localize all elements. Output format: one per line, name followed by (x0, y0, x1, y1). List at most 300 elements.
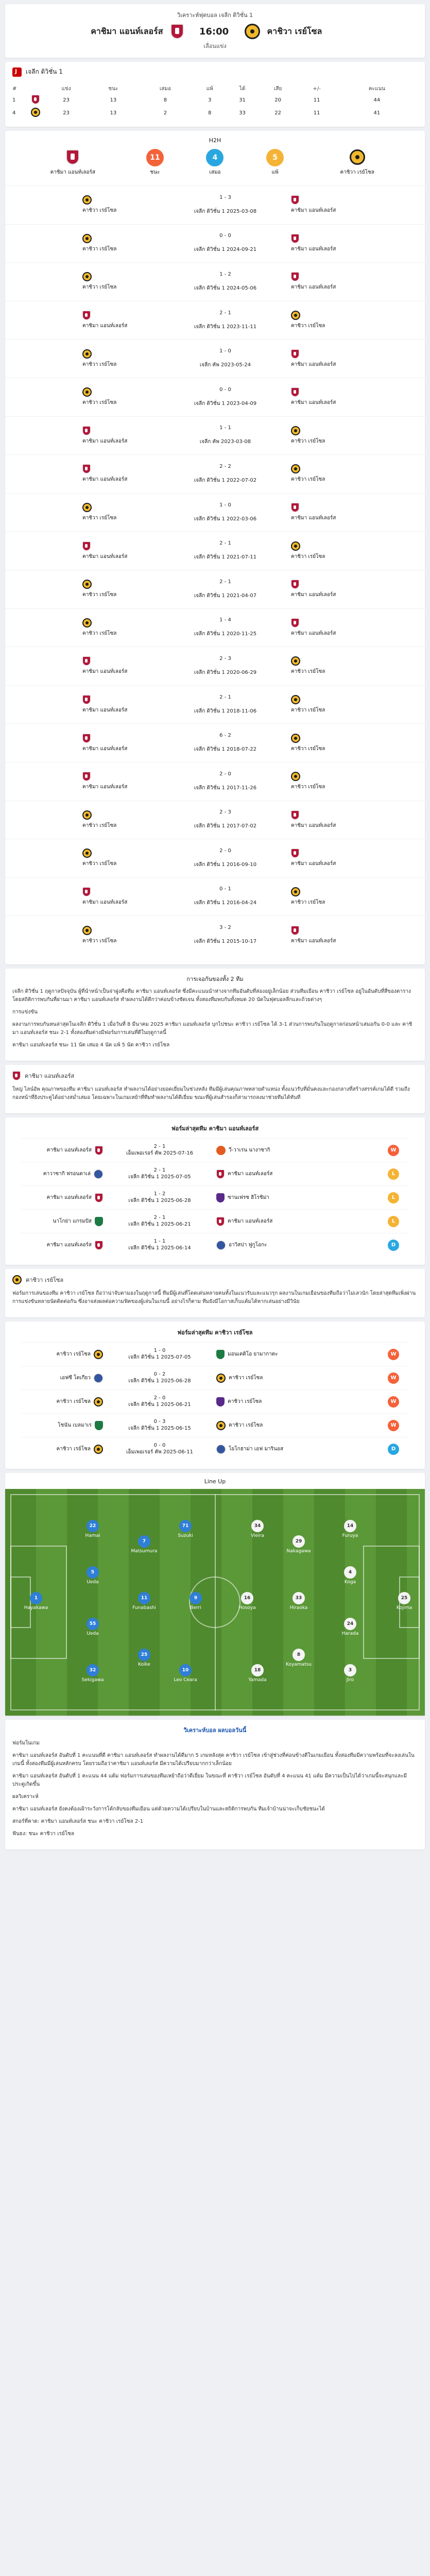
team-crest-icon (291, 541, 300, 551)
h2h-match-away-name: คาชิมา แอนท์เลอร์ส (291, 208, 336, 214)
form-match-away (216, 1374, 299, 1383)
h2h-match-row[interactable] (5, 916, 425, 954)
form-match-row[interactable] (21, 1209, 409, 1233)
h2h-match-row[interactable] (5, 685, 425, 724)
h2h-match-center (174, 502, 277, 523)
form-match-row[interactable] (21, 1389, 409, 1413)
player-number: 55 (87, 1618, 99, 1630)
h2h-match-score: 2 - 1 (219, 579, 231, 585)
h2h-match-center (174, 233, 277, 253)
team-crest-icon (82, 311, 91, 320)
h2h-match-away (291, 887, 368, 906)
home-team-crest-icon (66, 149, 79, 165)
h2h-match-home-name: คาชิวา เรย์โซล (82, 630, 117, 636)
h2h-losses-label: แพ้ (271, 170, 279, 175)
prediction-title: วิเคราะห์บอล ผลบอลวันนี้ (183, 1727, 247, 1734)
team-crest-icon (94, 1397, 103, 1406)
form-home-name: คาวาซากิ ฟรอนตาเล่ (43, 1171, 91, 1177)
home-form-title: ฟอร์มล่าสุดทีม คาชิมา แอนท์เลอร์ส (171, 1125, 259, 1132)
standings-cell: 13 (110, 110, 117, 116)
competition-title: วิเคราะห์ฟุตบอล เจลีก ดิวิชั่น 1 (177, 12, 253, 19)
h2h-match-score: 2 - 3 (219, 809, 231, 816)
lineup-player[interactable] (283, 1592, 314, 1611)
form-match-row[interactable] (21, 1437, 409, 1461)
prediction-subhead: ฟอร์มในเกม (12, 1740, 40, 1747)
form-match-row[interactable] (21, 1413, 409, 1437)
h2h-match-home-name: คาชิวา เรย์โซล (82, 822, 117, 828)
form-away-name: คาชิวา เรย์โซล (229, 1375, 263, 1381)
h2h-match-info: เจลีก ดิวิชั่น 1 2020-06-29 (194, 669, 257, 675)
team-crest-icon (82, 849, 92, 858)
h2h-match-row[interactable] (5, 877, 425, 916)
h2h-match-center (174, 886, 277, 907)
h2h-match-info: เจลีก ดิวิชั่น 1 2024-05-06 (194, 285, 257, 291)
player-number: 25 (138, 1649, 150, 1661)
player-number: 8 (293, 1649, 305, 1661)
h2h-match-row[interactable] (5, 839, 425, 877)
player-name: Hayakawa (24, 1605, 48, 1611)
lineup-player[interactable] (170, 1664, 201, 1683)
form-match-score: 0 - 2 (153, 1371, 166, 1377)
h2h-match-home (82, 849, 160, 868)
h2h-match-away (291, 387, 368, 406)
h2h-match-home (82, 464, 160, 483)
player-name: Kojima (396, 1605, 412, 1611)
team-crest-icon (82, 926, 92, 935)
h2h-match-list (5, 185, 425, 954)
player-name: Ueda (87, 1631, 99, 1637)
h2h-away-name: คาชิวา เรย์โซล (340, 169, 374, 175)
team-crest-icon (82, 887, 91, 896)
standings-title: เจลีก ดิวิชั่น 1 (26, 68, 63, 75)
lineup-player[interactable] (389, 1592, 420, 1611)
h2h-match-info: เจลีก ดิวิชั่น 1 2015-10-17 (194, 939, 257, 945)
player-number: 29 (293, 1535, 305, 1548)
h2h-match-center (174, 656, 277, 676)
h2h-match-away (291, 234, 368, 253)
lineup-player[interactable] (242, 1664, 273, 1683)
h2h-match-info: เจลีก ดิวิชั่น 1 2021-04-07 (194, 592, 257, 599)
away-section-text: ฟอร์มการเล่นของทีม คาชิวา เรย์โซล ถือว่าน่าจับตามองในฤดูกาลนี้ ทีมมีผู้เล่นที่โดดเด่นหลายคนทั้งในแนวรับและแนวรุก ผลงานในเกมเยือนของทีมถือว่าไม่เลวนัก โดยล่าสุดทีมเพิ่งผ่านการแข่งขันหลายนัดติดต่อกัน ซึ่งอาจส่งผลต่อความฟิตของผู้เล่นในเกมนี้ อย่างไรก็ตาม ทีมยังมีโอกาสเก็บแต้มได้หากเล่นอย่างมีวินัย (12, 1291, 416, 1305)
h2h-home-name: คาชิมา แอนท์เลอร์ส (50, 169, 95, 175)
form-result-badge: W (388, 1145, 399, 1156)
player-name: Furuya (342, 1533, 358, 1539)
h2h-match-away (291, 656, 368, 675)
lineup-player[interactable] (335, 1520, 366, 1538)
form-home-name: คาชิมา แอนท์เลอร์ส (46, 1147, 92, 1154)
player-name: Suzuki (178, 1533, 193, 1539)
h2h-match-row[interactable] (5, 224, 425, 263)
form-away-name: ซานเฟรซ ฮิโรชิม่า (228, 1195, 269, 1201)
team-crest-icon (94, 1170, 103, 1179)
h2h-match-away-name: คาชิมา แอนท์เลอร์ส (291, 515, 336, 521)
form-match-row[interactable] (21, 1366, 409, 1389)
lineup-player[interactable] (283, 1535, 314, 1554)
standings-cell: 22 (274, 110, 281, 116)
player-number: 1 (30, 1592, 42, 1604)
form-match-away (216, 1146, 299, 1155)
h2h-match-score: 3 - 2 (219, 925, 231, 931)
h2h-match-info: เจลีก ดิวิชั่น 1 2023-04-09 (194, 400, 257, 406)
form-match-score: 2 - 0 (153, 1395, 166, 1401)
h2h-match-home (82, 887, 160, 906)
form-match-row[interactable] (21, 1185, 409, 1209)
h2h-match-score: 1 - 3 (219, 194, 231, 200)
h2h-match-home (82, 426, 160, 445)
player-number: 18 (251, 1664, 264, 1676)
team-crest-icon (95, 1241, 103, 1250)
h2h-match-home-name: คาชิมา แอนท์เลอร์ส (82, 477, 128, 483)
h2h-match-away-name: คาชิวา เรย์โซล (291, 669, 325, 675)
player-number: 3 (344, 1664, 356, 1676)
h2h-match-home (82, 311, 160, 330)
team-crest-icon (82, 387, 92, 397)
team-crest-icon (291, 656, 300, 666)
home-form-list (21, 1138, 409, 1257)
h2h-wins-label: ชนะ (150, 170, 160, 175)
player-number: 22 (87, 1520, 99, 1532)
h2h-match-away-name: คาชิวา เรย์โซล (291, 707, 325, 714)
form-away-name: คาชิวา เรย์โซล (228, 1399, 262, 1405)
form-match-row[interactable] (21, 1162, 409, 1185)
h2h-match-away-name: คาชิมา แอนท์เลอร์ส (291, 938, 336, 944)
form-match-center (103, 1144, 216, 1157)
h2h-match-center (174, 617, 277, 638)
h2h-match-away-name: คาชิวา เรย์โซล (291, 477, 325, 483)
h2h-match-center (174, 425, 277, 446)
standings-header-cell (28, 84, 43, 94)
h2h-match-row[interactable] (5, 723, 425, 762)
prediction-card (5, 1720, 425, 1850)
team-crest-icon (31, 95, 40, 104)
h2h-match-row[interactable] (5, 801, 425, 839)
form-match-away (216, 1170, 299, 1179)
lineup-player[interactable] (129, 1649, 160, 1667)
h2h-match-away-name: คาชิวา เรย์โซล (291, 784, 325, 790)
h2h-match-center (174, 579, 277, 600)
h2h-match-row[interactable] (5, 378, 425, 416)
h2h-match-row[interactable] (5, 531, 425, 570)
h2h-match-info: เจลีก คัพ 2023-05-24 (199, 362, 251, 368)
player-name: Ueda (87, 1580, 99, 1585)
form-match-center (103, 1395, 216, 1409)
form-match-info: เอ็มเพอเรอร์ คัพ 2025-06-11 (126, 1449, 193, 1455)
player-number: 7 (138, 1535, 150, 1548)
h2h-match-info: เจลีก ดิวิชั่น 1 2017-11-26 (194, 785, 257, 791)
h2h-match-row[interactable] (5, 608, 425, 647)
away-team-crest-icon (245, 24, 260, 39)
h2h-match-away (291, 195, 368, 214)
home-section-text: ใหญ่ ไลน์อัพ คุณภาพของทีม คาชิมา แอนท์เลอร์ส ทำผลงานได้อย่างยอดเยี่ยมในช่วงหลัง ทีมมีผู้เล่นคุณภาพหลายตำแหน่ง ทั้งแนวรับที่มั่นคงและกองกลางที่สร้างสรรค์เกมได้ดี รวมถึงกองหน้าที่ยิงประตูได้อย่างสม่ำเสมอ โดยเฉพาะในเกมเหย้าที่ทีมทำผลงานได้ดีเยี่ยม ขณะที่ผู้เล่นสำรองก็สามารถลงมาช่วยทีมได้ทันที (12, 1087, 410, 1101)
h2h-match-center (174, 925, 277, 945)
lineup-player[interactable] (77, 1520, 108, 1538)
h2h-match-score: 2 - 0 (219, 848, 231, 854)
form-away-name: คาชิวา เรย์โซล (229, 1422, 263, 1429)
h2h-match-home (82, 656, 160, 675)
lineup-player[interactable] (283, 1649, 314, 1667)
form-match-away (216, 1217, 299, 1226)
form-result-badge: L (388, 1168, 399, 1180)
h2h-match-away-name: คาชิมา แอนท์เลอร์ส (291, 400, 336, 406)
h2h-match-info: เจลีก ดิวิชั่น 1 2022-03-06 (194, 516, 257, 522)
form-match-home (21, 1241, 103, 1250)
form-away-name: วี-วาเรน นางาซากิ (229, 1147, 270, 1154)
lineup-player[interactable] (21, 1592, 51, 1611)
team-crest-icon (291, 580, 299, 589)
player-number: 71 (179, 1520, 192, 1532)
player-name: Hosoya (238, 1605, 256, 1611)
prediction-score: สกอร์ที่คาด: คาชิมา แอนท์เลอร์ส ชนะ คาชิวา เรย์โซล 2-1 (12, 1819, 144, 1825)
lineup-player[interactable] (129, 1535, 160, 1554)
form-match-center (103, 1371, 216, 1385)
away-team-crest-icon (350, 149, 365, 165)
h2h-match-row[interactable] (5, 416, 425, 455)
team-crest-icon (82, 772, 91, 781)
h2h-match-home-name: คาชิมา แอนท์เลอร์ส (82, 784, 128, 790)
standings-cell (28, 94, 43, 107)
lineup-player[interactable] (335, 1618, 366, 1636)
h2h-match-away (291, 580, 368, 599)
team-crest-icon (94, 1350, 103, 1359)
form-match-info: เจลีก ดิวิชั่น 1 2025-06-28 (128, 1197, 191, 1204)
player-name: Hiraoka (289, 1605, 308, 1611)
form-result-badge: W (388, 1396, 399, 1408)
player-name: Sekigawa (81, 1677, 104, 1683)
form-match-center (103, 1443, 216, 1456)
team-crest-icon (82, 234, 92, 243)
player-number: 5 (87, 1566, 99, 1579)
standings-header-cell: # (12, 86, 17, 92)
away-form-card (5, 1321, 425, 1469)
h2h-match-home-name: คาชิมา แอนท์เลอร์ส (82, 899, 128, 905)
h2h-match-row[interactable] (5, 570, 425, 608)
h2h-match-center (174, 272, 277, 292)
team-crest-icon (82, 541, 91, 551)
form-result-badge: D (388, 1444, 399, 1455)
team-crest-icon (291, 195, 299, 205)
h2h-match-home-name: คาชิวา เรย์โซล (82, 284, 117, 291)
form-match-center (103, 1239, 216, 1252)
form-away-name: โยโกฮาม่า เอฟ มารินอส (229, 1446, 283, 1452)
away-form-title: ฟอร์มล่าสุดทีม คาชิวา เรย์โซล (177, 1329, 253, 1336)
h2h-match-away-name: คาชิมา แอนท์เลอร์ส (291, 822, 336, 828)
standings-header-cell: ชนะ (108, 86, 118, 92)
h2h-match-home (82, 195, 160, 214)
h2h-match-home-name: คาชิมา แอนท์เลอร์ส (82, 438, 128, 444)
lineup-player[interactable] (77, 1664, 108, 1683)
player-name: Vieira (251, 1533, 264, 1539)
h2h-match-away (291, 426, 368, 445)
form-match-info: เจลีก ดิวิชั่น 1 2025-07-05 (128, 1354, 191, 1360)
h2h-match-row[interactable] (5, 339, 425, 378)
standings-row[interactable] (12, 94, 418, 107)
h2h-match-away-name: คาชิวา เรย์โซล (291, 745, 325, 752)
h2h-match-home (82, 772, 160, 791)
team-crest-icon (82, 810, 92, 820)
h2h-match-home-name: คาชิมา แอนท์เลอร์ส (82, 707, 128, 714)
h2h-match-away (291, 349, 368, 368)
lineup-player[interactable] (77, 1566, 108, 1585)
player-number: 14 (344, 1520, 356, 1532)
form-match-row[interactable] (21, 1138, 409, 1162)
form-home-name: คาชิวา เรย์โซล (56, 1399, 91, 1405)
h2h-match-away (291, 695, 368, 714)
home-section-title: คาชิมา แอนท์เลอร์ส (25, 1072, 75, 1079)
h2h-match-home-name: คาชิวา เรย์โซล (82, 208, 117, 214)
form-match-score: 0 - 0 (153, 1442, 166, 1448)
team-crest-icon (291, 618, 299, 628)
h2h-match-home (82, 272, 160, 291)
h2h-match-center (174, 387, 277, 408)
team-crest-icon (82, 656, 91, 666)
lineup-player[interactable] (232, 1592, 263, 1611)
form-result-badge: W (388, 1372, 399, 1384)
h2h-match-home (82, 234, 160, 253)
form-match-score: 1 - 0 (153, 1347, 166, 1353)
form-match-info: เจลีก ดิวิชั่น 1 2025-06-28 (128, 1378, 191, 1384)
lineup-player[interactable] (335, 1664, 366, 1683)
form-match-row[interactable] (21, 1342, 409, 1366)
h2h-match-row[interactable] (5, 301, 425, 340)
standings-header-cell: เสมอ (159, 86, 171, 92)
form-match-row[interactable] (21, 1233, 409, 1257)
standings-row[interactable] (12, 107, 418, 120)
home-team-section (5, 1065, 425, 1113)
h2h-match-away-name: คาชิมา แอนท์เลอร์ส (291, 861, 336, 867)
team-crest-icon (291, 272, 299, 281)
away-team-name[interactable]: คาชิวา เรย์โซล (267, 26, 322, 36)
lineup-player[interactable] (129, 1592, 160, 1611)
form-match-score: 2 - 1 (153, 1214, 166, 1221)
prediction-subhead: ผลวิเคราะห์ (12, 1794, 39, 1800)
standings-cell: 2 (163, 110, 167, 116)
form-home-name: เอฟซี โตเกียว (60, 1375, 91, 1381)
h2h-match-info: เจลีก ดิวิชั่น 1 2018-11-06 (194, 708, 257, 714)
h2h-match-row[interactable] (5, 262, 425, 301)
team-crest-icon (31, 108, 40, 117)
team-crest-icon (95, 1217, 103, 1226)
form-match-home (21, 1421, 103, 1430)
form-match-info: เอ็มเพอเรอร์ คัพ 2025-07-16 (126, 1150, 193, 1156)
form-match-away (216, 1241, 299, 1250)
h2h-match-row[interactable] (5, 185, 425, 224)
form-away-name: คาชิมา แอนท์เลอร์ส (228, 1218, 273, 1225)
team-crest-icon (291, 926, 299, 935)
lineup-player[interactable] (180, 1592, 211, 1611)
h2h-match-away (291, 464, 368, 483)
form-match-center (103, 1419, 216, 1432)
h2h-match-row[interactable] (5, 647, 425, 685)
match-header (5, 4, 425, 58)
h2h-match-score: 2 - 1 (219, 310, 231, 316)
away-team-crest-icon (12, 1275, 22, 1284)
team-crest-icon (82, 695, 91, 704)
player-name: Yamada (248, 1677, 267, 1683)
h2h-match-score: 2 - 1 (219, 694, 231, 700)
h2h-match-info: เจลีก ดิวิชั่น 1 2023-11-11 (194, 324, 257, 330)
form-match-info: เจลีก ดิวิชั่น 1 2025-06-14 (128, 1245, 191, 1251)
h2h-match-center (174, 694, 277, 715)
standings-cell: 41 (373, 110, 381, 116)
h2h-match-score: 2 - 3 (219, 655, 231, 662)
h2h-losses: 5 (266, 149, 284, 166)
team-crest-icon (291, 234, 299, 243)
h2h-match-away-name: คาชิมา แอนท์เลอร์ส (291, 284, 336, 291)
h2h-match-away (291, 541, 368, 561)
team-crest-icon (82, 503, 92, 512)
form-match-home (21, 1374, 103, 1383)
h2h-match-info: เจลีก ดิวิชั่น 1 2025-03-08 (194, 208, 257, 214)
analysis-paragraph: คาชิมา แอนท์เลอร์ส ชนะ 11 นัด เสมอ 4 นัด แพ้ 5 นัด คาชิวา เรย์โซล (12, 1042, 170, 1048)
h2h-match-home (82, 734, 160, 753)
team-crest-icon (95, 1421, 103, 1430)
h2h-match-home-name: คาชิวา เรย์โซล (82, 938, 117, 944)
h2h-match-row[interactable] (5, 493, 425, 532)
standings-header-cell: ได้ (239, 86, 246, 92)
h2h-match-row[interactable] (5, 762, 425, 801)
h2h-match-score: 1 - 2 (219, 271, 231, 277)
form-result-badge: L (388, 1192, 399, 1204)
team-crest-icon (291, 887, 300, 896)
standings-cell (28, 107, 43, 120)
standings-cell: 23 (63, 110, 70, 116)
h2h-match-home (82, 926, 160, 945)
h2h-match-center (174, 771, 277, 792)
form-home-name: คาชิมา แอนท์เลอร์ส (46, 1195, 92, 1201)
h2h-match-home (82, 580, 160, 599)
lineup-card (5, 1473, 425, 1716)
standings-cell: 8 (163, 97, 167, 103)
home-team-name[interactable]: คาชิมา แอนท์เลอร์ส (91, 26, 163, 36)
h2h-match-home (82, 503, 160, 522)
standings-header-cell: แพ้ (206, 86, 213, 92)
lineup-player[interactable] (335, 1566, 366, 1585)
player-name: Hamai (85, 1533, 100, 1539)
lineup-player[interactable] (242, 1520, 273, 1538)
away-team-section (5, 1269, 425, 1317)
player-number: 33 (293, 1592, 305, 1604)
form-match-center (103, 1167, 216, 1181)
team-crest-icon (95, 1146, 103, 1155)
h2h-match-score: 1 - 0 (219, 502, 231, 508)
player-name: Koga (344, 1580, 356, 1585)
form-away-name: คาชิมา แอนท์เลอร์ส (228, 1171, 273, 1177)
team-crest-icon (95, 1193, 103, 1202)
h2h-match-home (82, 349, 160, 368)
lineup-player[interactable] (170, 1520, 201, 1538)
form-match-info: เจลีก ดิวิชั่น 1 2025-06-21 (128, 1221, 191, 1227)
h2h-match-home-name: คาชิวา เรย์โซล (82, 515, 117, 521)
form-match-home (21, 1217, 103, 1226)
player-name: Matsumura (131, 1549, 158, 1554)
h2h-match-info: เจลีก ดิวิชั่น 1 2017-07-02 (194, 823, 257, 829)
team-crest-icon (82, 349, 92, 359)
standings-cell: 33 (239, 110, 246, 116)
team-crest-icon (82, 426, 91, 435)
lineup-label: Line Up (204, 1478, 226, 1485)
player-number: 4 (344, 1566, 356, 1579)
lineup-player[interactable] (77, 1618, 108, 1636)
h2h-match-row[interactable] (5, 454, 425, 493)
standings-cell: 11 (313, 97, 320, 103)
team-crest-icon (291, 734, 300, 743)
h2h-match-away (291, 311, 368, 330)
form-match-info: เจลีก ดิวิชั่น 1 2025-06-15 (128, 1425, 191, 1431)
h2h-match-score: 2 - 1 (219, 540, 231, 547)
team-crest-icon (291, 849, 299, 858)
h2h-match-away (291, 772, 368, 791)
h2h-match-score: 0 - 0 (219, 233, 231, 239)
